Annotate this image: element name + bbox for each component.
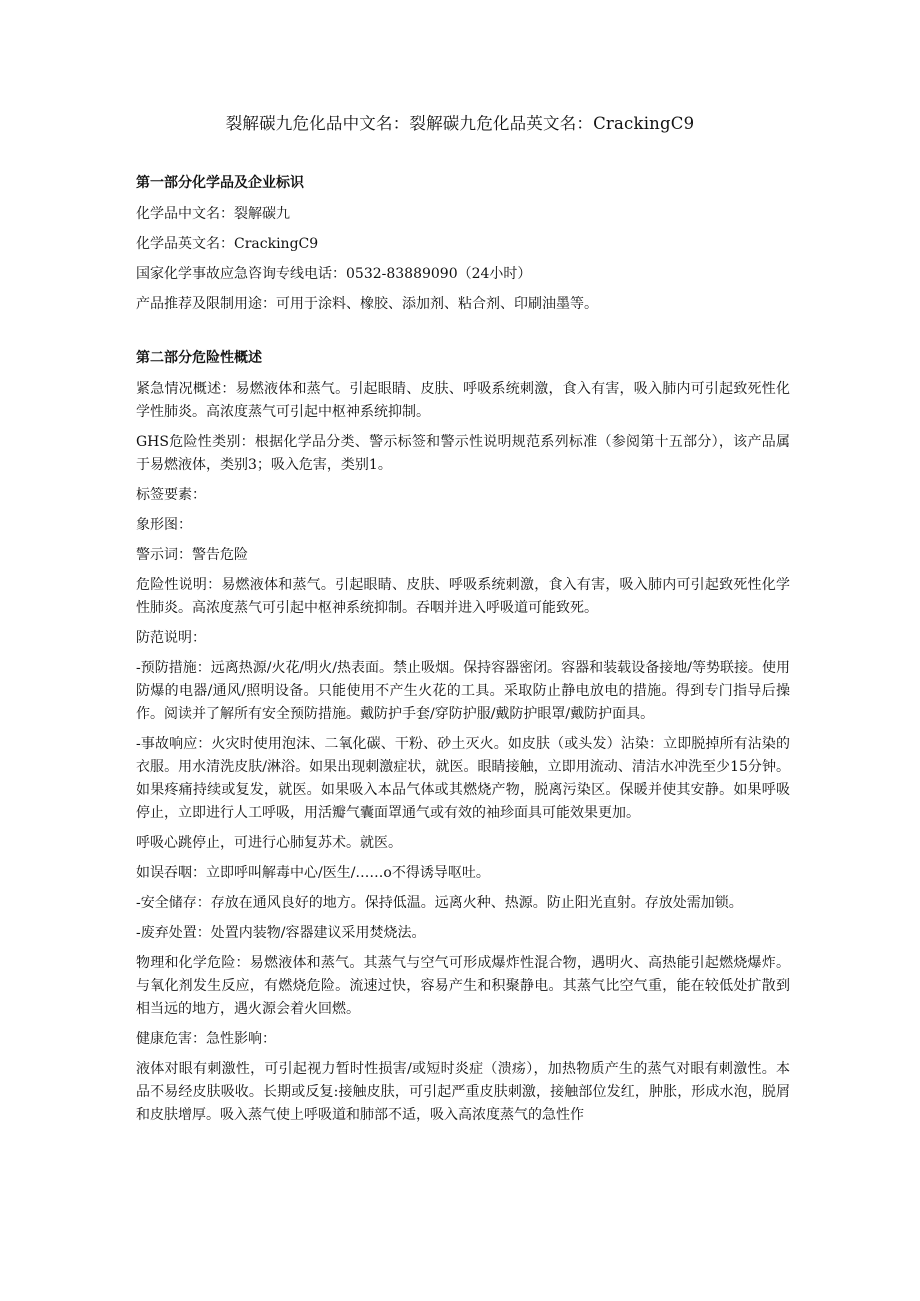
paragraph: 呼吸心跳停止，可进行心肺复苏术。就医。 bbox=[136, 835, 402, 851]
paragraph: -事故响应：火灾时使用泡沫、二氧化碳、干粉、砂土灭火。如皮肤（或头发）沾染：立即脱掉所有沾染的衣服。用水清洗皮肤/淋浴。如果出现刺激症状，就医。眼睛接触，立即用流动、清洁水冲洗至少15分钟。如果疼痛持续或复发，就医。如果吸入本品气体或其燃烧产物，脱离污染区。保暖并使其安静。如果呼吸停止，立即进行人工呼吸，用活瓣气囊面罩通气或有效的袖珍面具可能效果更加。 bbox=[136, 736, 790, 821]
section-1 bbox=[136, 173, 790, 323]
paragraph: 如误吞咽：立即呼叫解毒中心/医生/……o不得诱导呕吐。 bbox=[136, 865, 490, 881]
paragraph: -预防措施：远离热源/火花/明火/热表面。禁止吸烟。保持容器密闭。容器和装载设备接地/等势联接。使用防爆的电器/通风/照明设备。只能使用不产生火花的工具。采取防止静电放电的措施。得到专门指导后操作。阅读并了解所有安全预防措施。戴防护手套/穿防护服/戴防护眼罩/戴防护面具。 bbox=[136, 660, 790, 722]
section-2 bbox=[136, 348, 790, 1134]
paragraph: -安全储存：存放在通风良好的地方。保持低温。远离火种、热源。防止阳光直射。存放处需加锁。 bbox=[136, 895, 743, 911]
paragraph: 危险性说明：易燃液体和蒸气。引起眼睛、皮肤、呼吸系统刺激，食入有害，吸入肺内可引起致死性化学性肺炎。高浓度蒸气可引起中枢神系统抑制。吞咽并进入呼吸道可能致死。 bbox=[136, 577, 790, 616]
paragraph: 标签要素： bbox=[136, 487, 206, 503]
paragraph: -废弃处置：处置内装物/容器建议采用焚烧法。 bbox=[136, 925, 426, 941]
paragraph: 液体对眼有刺激性，可引起视力暂时性损害/或短时炎症（溃疡），加热物质产生的蒸气对眼有刺激性。本品不易经皮肤吸收。长期或反复:接触皮肤，可引起严重皮肤刺激，接触部位发红，肿胀，形成水泡，脱屑和皮肤增厚。吸入蒸气使上呼吸道和肺部不适，吸入高浓度蒸气的急性作 bbox=[136, 1061, 790, 1123]
paragraph: 产品推荐及限制用途：可用于涂料、橡胶、添加剂、粘合剂、印刷油墨等。 bbox=[136, 296, 598, 312]
paragraph: 物理和化学危险：易燃液体和蒸气。其蒸气与空气可形成爆炸性混合物，遇明火、高热能引起燃烧爆炸。与氧化剂发生反应，有燃烧危险。流速过快，容易产生和积聚静电。其蒸气比空气重，能在较低处扩散到相当远的地方，遇火源会着火回燃。 bbox=[136, 955, 790, 1017]
paragraph: GHS危险性类别：根据化学品分类、警示标签和警示性说明规范系列标准（参阅第十五部分），该产品属于易燃液体，类别3；吸入危害，类别1。 bbox=[136, 434, 790, 473]
section-heading: 第二部分危险性概述 bbox=[136, 350, 262, 366]
paragraph: 化学品中文名：裂解碳九 bbox=[136, 206, 290, 222]
document-title bbox=[0, 112, 920, 136]
paragraph: 警示词：警告危险 bbox=[136, 547, 248, 563]
paragraph: 国家化学事故应急咨询专线电话：0532-83889090（24小时） bbox=[136, 266, 532, 282]
document-title-text: 裂解碳九危化品中文名：裂解碳九危化品英文名：CrackingC9 bbox=[225, 114, 695, 133]
paragraph: 化学品英文名：CrackingC9 bbox=[136, 236, 319, 252]
section-heading: 第一部分化学品及企业标识 bbox=[136, 175, 304, 191]
paragraph: 防范说明： bbox=[136, 630, 206, 646]
paragraph: 象形图： bbox=[136, 517, 192, 533]
paragraph: 紧急情况概述：易燃液体和蒸气。引起眼睛、皮肤、呼吸系统刺激，食入有害，吸入肺内可引起致死性化学性肺炎。高浓度蒸气可引起中枢神系统抑制。 bbox=[136, 381, 790, 420]
paragraph: 健康危害：急性影响： bbox=[136, 1031, 276, 1047]
